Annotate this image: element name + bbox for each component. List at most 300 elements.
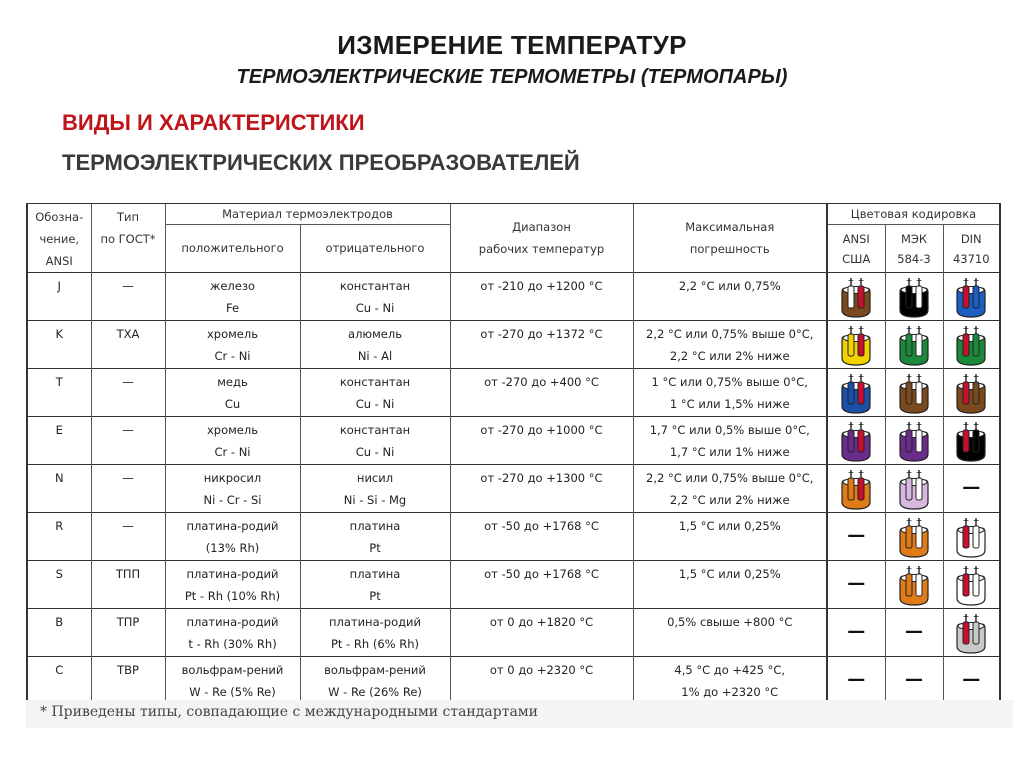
ansi-connector-icon (836, 468, 876, 510)
cell-max-error-text: 1,7 °С или 1% ниже (669, 444, 790, 459)
cell-positive-material-text: хромель (206, 326, 259, 341)
table-row (27, 561, 1000, 609)
wire-positive (963, 430, 969, 452)
cell-max-error-text: 1 °С или 0,75% выше 0°С, (651, 374, 808, 389)
table-row (27, 321, 1000, 369)
wire-positive (906, 574, 912, 596)
ansi-connector-icon (836, 372, 876, 414)
cell-negative-material-text: Cu - Ni (355, 300, 395, 315)
plus-sign: + (905, 371, 913, 381)
minus-sign: − (857, 275, 865, 285)
cell-color-iec (885, 513, 943, 561)
cell-max-error-text: 2,2 °С или 0,75% выше 0°С, (646, 326, 814, 341)
cell-positive-material-text: Cr - Ni (214, 444, 251, 459)
cell-negative-material-text: Pt (369, 540, 381, 555)
iec-connector-icon (894, 468, 934, 510)
cell-color-din (943, 609, 1000, 657)
header-material: Материал термоэлектродов (165, 204, 450, 225)
header-ansi: ANSI США (827, 225, 885, 273)
table-row (27, 465, 1000, 513)
iec-connector-icon (894, 324, 934, 366)
table-row (27, 273, 1000, 321)
cell-negative-material-text: вольфрам-рений (324, 662, 426, 677)
cell-temperature-range (450, 273, 633, 321)
cell-max-error (633, 513, 827, 561)
cell-color-ansi (827, 369, 885, 417)
jacket-rim (958, 574, 984, 581)
cell-positive-material-text: Fe (225, 300, 240, 315)
cell-temperature-range-text: от -270 до +1300 °С (480, 471, 603, 485)
jacket-rim (843, 430, 869, 437)
minus-sign: − (915, 467, 923, 477)
not-applicable-dash: — (962, 477, 981, 498)
header-gost-type: Тип по ГОСТ* (91, 204, 165, 273)
iec-connector-icon (894, 372, 934, 414)
jacket-rim (901, 430, 927, 437)
wire-positive (848, 382, 854, 404)
cell-gost-type (91, 465, 165, 513)
jacket-rim (901, 478, 927, 485)
wire-negative (916, 286, 922, 308)
cell-gost-type (91, 273, 165, 321)
wire-negative (916, 574, 922, 596)
jacket-rim (901, 382, 927, 389)
din-connector-icon (951, 372, 991, 414)
cell-designation (27, 369, 91, 417)
plus-sign: + (847, 371, 855, 381)
cell-designation (27, 609, 91, 657)
jacket-rim (958, 526, 984, 533)
cell-negative-material-text: Pt - Rh (6% Rh) (331, 636, 419, 651)
header-designation: Обозна- чение, ANSI (27, 204, 91, 273)
cell-color-ansi (827, 273, 885, 321)
cell-color-ansi (827, 465, 885, 513)
cell-negative-material-text: платина (349, 518, 401, 533)
din-connector-icon (951, 564, 991, 606)
wire-positive (906, 382, 912, 404)
cell-positive-material-text: Pt - Rh (10% Rh) (184, 588, 281, 603)
plus-sign: + (962, 323, 970, 333)
cell-max-error-text: 1,7 °С или 0,5% выше 0°С, (649, 422, 810, 437)
ansi-connector-icon (836, 276, 876, 318)
cell-color-iec (885, 321, 943, 369)
jacket-rim (958, 334, 984, 341)
minus-sign: − (972, 323, 980, 333)
cell-gost-type-text: ТПП (115, 567, 141, 581)
cell-positive-material-text: t - Rh (30% Rh) (188, 636, 277, 651)
cell-designation-text: B (55, 615, 64, 629)
cell-max-error (633, 465, 827, 513)
wire-negative (973, 334, 979, 356)
cell-max-error-text: 0,5% свыше +800 °С (667, 615, 793, 629)
cell-designation-text: T (55, 375, 63, 389)
wire-negative (973, 382, 979, 404)
cell-color-din (943, 657, 1000, 705)
jacket-rim (843, 478, 869, 485)
cell-positive-material (165, 657, 300, 705)
iec-connector-icon (894, 516, 934, 558)
minus-sign: − (857, 467, 865, 477)
cell-negative-material-text: Ni - Al (357, 348, 393, 363)
cell-max-error (633, 609, 827, 657)
cell-gost-type (91, 417, 165, 465)
wire-negative (973, 286, 979, 308)
cell-negative-material (300, 273, 450, 321)
minus-sign: − (857, 323, 865, 333)
minus-sign: − (972, 611, 980, 621)
din-connector-icon (951, 420, 991, 462)
jacket-rim (958, 430, 984, 437)
cell-color-din (943, 417, 1000, 465)
cell-max-error-text: 2,2 °С или 2% ниже (669, 348, 790, 363)
cell-color-ansi (827, 609, 885, 657)
cell-color-din (943, 321, 1000, 369)
jacket-rim (958, 622, 984, 629)
wire-negative (916, 430, 922, 452)
wire-positive (848, 334, 854, 356)
cell-gost-type (91, 369, 165, 417)
cell-designation-text: J (57, 279, 61, 293)
cell-negative-material-text: Ni - Si - Mg (343, 492, 407, 507)
cell-designation-text: R (55, 519, 64, 533)
wire-positive (848, 478, 854, 500)
cell-temperature-range-text: от -270 до +1000 °С (480, 423, 603, 437)
cell-positive-material (165, 513, 300, 561)
minus-sign: − (972, 563, 980, 573)
wire-positive (963, 622, 969, 644)
wire-negative (973, 430, 979, 452)
header-range: Диапазон рабочих температур (450, 204, 633, 273)
wire-positive (963, 382, 969, 404)
cell-negative-material-text: константан (339, 374, 411, 389)
cell-color-iec (885, 609, 943, 657)
iec-connector-icon (894, 420, 934, 462)
cell-negative-material (300, 561, 450, 609)
iec-connector-icon (894, 276, 934, 318)
cell-max-error-text: 2,2 °С или 2% ниже (669, 492, 790, 507)
wire-negative (973, 574, 979, 596)
plus-sign: + (847, 419, 855, 429)
header-negative: отрицательного (300, 225, 450, 273)
cell-color-iec (885, 657, 943, 705)
cell-max-error-text: 2,2 °С или 0,75% выше 0°С, (646, 470, 814, 485)
table-row (27, 609, 1000, 657)
cell-negative-material (300, 513, 450, 561)
cell-temperature-range (450, 465, 633, 513)
cell-gost-type-text: — (122, 279, 134, 293)
minus-sign: − (915, 275, 923, 285)
not-applicable-dash: — (905, 621, 923, 642)
not-applicable-dash: — (905, 669, 923, 690)
wire-positive (906, 334, 912, 356)
cell-designation-text: N (54, 471, 64, 485)
cell-negative-material-text: Cu - Ni (355, 444, 395, 459)
cell-max-error (633, 273, 827, 321)
minus-sign: − (915, 515, 923, 525)
cell-designation-text: E (55, 423, 63, 437)
wire-negative (858, 430, 864, 452)
cell-designation (27, 465, 91, 513)
cell-temperature-range-text: от -50 до +1768 °С (484, 519, 599, 533)
plus-sign: + (962, 611, 970, 621)
cell-negative-material-text: нисил (356, 470, 394, 485)
cell-max-error-text: 4,5 °С до +425 °С, (674, 662, 786, 677)
wire-negative (916, 478, 922, 500)
cell-negative-material (300, 417, 450, 465)
plus-sign: + (847, 467, 855, 477)
cell-temperature-range-text: от -210 до +1200 °С (480, 279, 603, 293)
wire-negative (916, 334, 922, 356)
wire-negative (858, 382, 864, 404)
cell-max-error (633, 561, 827, 609)
jacket-rim (958, 286, 984, 293)
cell-gost-type (91, 321, 165, 369)
jacket-rim (843, 334, 869, 341)
not-applicable-dash: — (847, 573, 866, 594)
minus-sign: − (972, 419, 980, 429)
cell-gost-type-text: — (122, 471, 134, 485)
page-title: ИЗМЕРЕНИЕ ТЕМПЕРАТУР (337, 30, 687, 60)
wire-negative (858, 334, 864, 356)
cell-temperature-range-text: от -270 до +400 °С (484, 375, 599, 389)
footnote: * Приведены типы, совпадающие с международными стандартами (26, 700, 1013, 728)
wire-positive (848, 286, 854, 308)
cell-color-din (943, 465, 1000, 513)
iec-connector-icon (894, 564, 934, 606)
wire-positive (963, 574, 969, 596)
cell-negative-material-text: платина-родий (328, 614, 422, 629)
cell-color-ansi (827, 657, 885, 705)
plus-sign: + (905, 467, 913, 477)
header-max-error: Максимальная погрешность (633, 204, 827, 273)
cell-designation (27, 417, 91, 465)
minus-sign: − (857, 419, 865, 429)
jacket-rim (901, 526, 927, 533)
cell-positive-material-text: медь (217, 374, 248, 389)
din-connector-icon (951, 324, 991, 366)
cell-designation-text: K (55, 327, 64, 341)
cell-positive-material (165, 321, 300, 369)
cell-color-ansi (827, 321, 885, 369)
cell-temperature-range-text: от 0 до +2320 °С (489, 663, 594, 677)
not-applicable-dash: — (847, 669, 866, 690)
cell-gost-type (91, 657, 165, 705)
cell-max-error (633, 321, 827, 369)
table-row (27, 657, 1000, 705)
cell-positive-material-text: (13% Rh) (205, 540, 260, 555)
minus-sign: − (915, 419, 923, 429)
wire-negative (858, 478, 864, 500)
cell-temperature-range (450, 609, 633, 657)
minus-sign: − (857, 371, 865, 381)
cell-max-error-text: 1% до +2320 °С (681, 684, 779, 699)
cell-positive-material-text: платина-родий (186, 566, 279, 581)
cell-gost-type-text: ТХА (116, 327, 140, 341)
cell-color-iec (885, 417, 943, 465)
minus-sign: − (915, 323, 923, 333)
wire-negative (973, 622, 979, 644)
cell-color-din (943, 513, 1000, 561)
cell-negative-material (300, 369, 450, 417)
header-iec: МЭК 584-3 (885, 225, 943, 273)
wire-negative (916, 526, 922, 548)
plus-sign: + (905, 323, 913, 333)
plus-sign: + (847, 323, 855, 333)
cell-positive-material-text: Ni - Cr - Si (203, 492, 262, 507)
minus-sign: − (972, 371, 980, 381)
cell-designation (27, 561, 91, 609)
cell-color-iec (885, 465, 943, 513)
cell-positive-material-text: Cu (224, 396, 241, 411)
header-positive: положительного (165, 225, 300, 273)
plus-sign: + (962, 419, 970, 429)
cell-temperature-range-text: от 0 до +1820 °С (489, 615, 594, 629)
cell-color-ansi (827, 561, 885, 609)
cell-positive-material (165, 609, 300, 657)
cell-positive-material-text: хромель (206, 422, 259, 437)
plus-sign: + (905, 563, 913, 573)
cell-gost-type (91, 513, 165, 561)
plus-sign: + (905, 275, 913, 285)
cell-color-din (943, 273, 1000, 321)
cell-positive-material (165, 369, 300, 417)
cell-max-error (633, 417, 827, 465)
cell-positive-material (165, 465, 300, 513)
wire-positive (906, 478, 912, 500)
wire-positive (906, 286, 912, 308)
cell-designation (27, 513, 91, 561)
cell-color-iec (885, 369, 943, 417)
cell-positive-material (165, 273, 300, 321)
cell-positive-material-text: железо (209, 278, 255, 293)
cell-designation (27, 321, 91, 369)
table-row (27, 513, 1000, 561)
minus-sign: − (972, 515, 980, 525)
cell-temperature-range (450, 369, 633, 417)
ansi-connector-icon (836, 420, 876, 462)
cell-color-din (943, 369, 1000, 417)
cell-negative-material (300, 609, 450, 657)
cell-positive-material (165, 561, 300, 609)
cell-temperature-range (450, 657, 633, 705)
cell-gost-type-text: — (122, 519, 134, 533)
cell-gost-type-text: — (122, 423, 134, 437)
cell-designation (27, 657, 91, 705)
din-connector-icon (951, 276, 991, 318)
cell-gost-type-text: ТВР (117, 663, 139, 677)
cell-negative-material-text: Cu - Ni (355, 396, 395, 411)
din-connector-icon (951, 612, 991, 654)
cell-color-iec (885, 561, 943, 609)
cell-color-ansi (827, 417, 885, 465)
cell-designation (27, 273, 91, 321)
jacket-rim (958, 382, 984, 389)
cell-max-error (633, 657, 827, 705)
jacket-rim (843, 286, 869, 293)
wire-negative (858, 286, 864, 308)
cell-temperature-range-text: от -270 до +1372 °С (480, 327, 603, 341)
cell-temperature-range (450, 417, 633, 465)
minus-sign: − (972, 275, 980, 285)
header-color-coding: Цветовая кодировка (827, 204, 1000, 225)
cell-color-ansi (827, 513, 885, 561)
cell-negative-material (300, 465, 450, 513)
cell-negative-material-text: константан (339, 278, 411, 293)
cell-designation-text: S (55, 567, 63, 581)
din-connector-icon (951, 516, 991, 558)
page-subtitle: ТЕРМОЭЛЕКТРИЧЕСКИЕ ТЕРМОМЕТРЫ (ТЕРМОПАРЫ) (236, 66, 788, 88)
plus-sign: + (905, 515, 913, 525)
thermocouple-table (26, 203, 1001, 705)
header-din: DIN 43710 (943, 225, 1000, 273)
cell-positive-material-text: платина-родий (186, 614, 279, 629)
wire-positive (963, 334, 969, 356)
cell-positive-material-text: вольфрам-рений (181, 662, 284, 677)
cell-positive-material-text: Cr - Ni (214, 348, 251, 363)
cell-max-error-text: 1,5 °С или 0,25% (678, 567, 781, 581)
wire-positive (963, 526, 969, 548)
table-row (27, 369, 1000, 417)
jacket-rim (901, 574, 927, 581)
wire-negative (916, 382, 922, 404)
cell-temperature-range (450, 513, 633, 561)
cell-negative-material-text: платина (349, 566, 401, 581)
cell-color-din (943, 561, 1000, 609)
plus-sign: + (905, 419, 913, 429)
cell-temperature-range (450, 561, 633, 609)
jacket-rim (901, 286, 927, 293)
cell-negative-material (300, 657, 450, 705)
wire-positive (906, 430, 912, 452)
minus-sign: − (915, 371, 923, 381)
cell-positive-material-text: платина-родий (186, 518, 279, 533)
cell-positive-material-text: W - Re (5% Re) (189, 684, 276, 699)
cell-positive-material-text: никросил (203, 470, 262, 485)
section-heading-line2: ТЕРМОЭЛЕКТРИЧЕСКИХ ПРЕОБРАЗОВАТЕЛЕЙ (62, 150, 580, 175)
cell-temperature-range (450, 321, 633, 369)
cell-designation-text: C (55, 663, 64, 677)
plus-sign: + (962, 275, 970, 285)
cell-max-error (633, 369, 827, 417)
cell-gost-type (91, 609, 165, 657)
plus-sign: + (962, 371, 970, 381)
cell-gost-type (91, 561, 165, 609)
not-applicable-dash: — (847, 525, 866, 546)
jacket-rim (843, 382, 869, 389)
wire-positive (963, 286, 969, 308)
not-applicable-dash: — (847, 621, 866, 642)
minus-sign: − (915, 563, 923, 573)
cell-negative-material-text: константан (339, 422, 411, 437)
ansi-connector-icon (836, 324, 876, 366)
cell-temperature-range-text: от -50 до +1768 °С (484, 567, 599, 581)
wire-positive (906, 526, 912, 548)
cell-negative-material-text: Pt (369, 588, 381, 603)
cell-max-error-text: 2,2 °С или 0,75% (678, 279, 781, 293)
cell-positive-material (165, 417, 300, 465)
plus-sign: + (962, 515, 970, 525)
jacket-rim (901, 334, 927, 341)
plus-sign: + (847, 275, 855, 285)
cell-negative-material-text: W - Re (26% Re) (328, 684, 422, 699)
cell-gost-type-text: ТПР (116, 615, 140, 629)
wire-negative (973, 526, 979, 548)
cell-max-error-text: 1 °С или 1,5% ниже (669, 396, 790, 411)
section-heading-line1: ВИДЫ И ХАРАКТЕРИСТИКИ (62, 110, 365, 135)
cell-max-error-text: 1,5 °С или 0,25% (678, 519, 781, 533)
wire-positive (848, 430, 854, 452)
cell-gost-type-text: — (122, 375, 134, 389)
